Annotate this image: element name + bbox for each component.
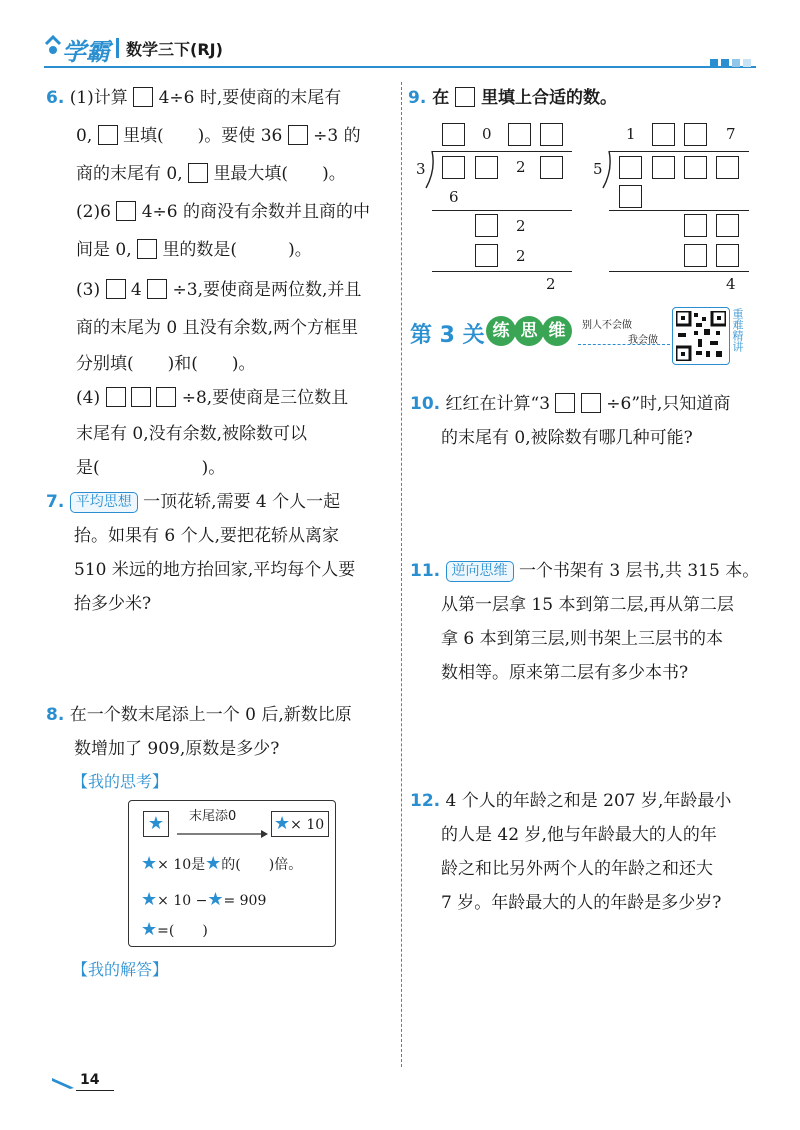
blank-box[interactable] [684, 123, 707, 146]
blank-box[interactable] [684, 214, 707, 237]
blank-box[interactable] [684, 244, 707, 267]
answer-label: 【我的解答】 [72, 960, 169, 979]
blank-box[interactable] [106, 279, 126, 299]
tag-average: 平均思想 [70, 492, 138, 513]
page-number: 14 [80, 1072, 100, 1088]
think-diagram: ★ 末尾添0 ★× 10 ★× 10是★的( )倍。 ★× 10 −★= 909 ★=( ) [128, 800, 336, 947]
header-divider [116, 38, 119, 58]
header [44, 30, 756, 70]
star-box [143, 811, 169, 837]
blank-box[interactable] [98, 125, 118, 145]
blank-box[interactable] [684, 156, 707, 179]
star-icon: ★ [274, 813, 291, 834]
blank-box[interactable] [156, 387, 176, 407]
blank-box[interactable] [716, 156, 739, 179]
blank-box[interactable] [442, 123, 465, 146]
blank-box[interactable] [288, 125, 308, 145]
blank-box[interactable] [716, 214, 739, 237]
pencil-icon [50, 1075, 76, 1094]
blank-box[interactable] [652, 156, 675, 179]
section-circle-2: 思 [514, 316, 544, 346]
star-icon: ★ [141, 919, 158, 940]
blank-box[interactable] [540, 123, 563, 146]
arrow-right-icon [177, 823, 269, 842]
blank-box[interactable] [716, 244, 739, 267]
blank-box[interactable] [133, 87, 153, 107]
division-bracket-icon [424, 150, 436, 194]
star-icon: ★ [205, 853, 222, 874]
blank-box[interactable] [475, 214, 498, 237]
star-icon: ★ [141, 889, 158, 910]
blank-box[interactable] [555, 393, 575, 413]
blank-box[interactable] [652, 123, 675, 146]
blank-box[interactable] [106, 387, 126, 407]
q6-number: 6. [46, 88, 65, 108]
star-times10-box: ★× 10 [271, 811, 329, 837]
blank-box[interactable] [442, 156, 465, 179]
blank-box[interactable] [619, 156, 642, 179]
blank-box[interactable] [540, 156, 563, 179]
logo-text: 学霸 [62, 38, 110, 66]
think-label: 【我的思考】 [72, 772, 169, 791]
star-icon: ★ [207, 889, 224, 910]
blank-box[interactable] [475, 156, 498, 179]
blank-box[interactable] [131, 387, 151, 407]
column-divider [401, 82, 402, 1067]
blank-box[interactable] [455, 87, 475, 107]
logo-icon [44, 34, 62, 56]
star-icon: ★ [147, 813, 165, 834]
blank-box[interactable] [475, 244, 498, 267]
blank-box[interactable] [147, 279, 167, 299]
book-title: 数学三下(RJ) [126, 40, 223, 59]
blank-box[interactable] [188, 163, 208, 183]
division-bracket-icon [601, 150, 613, 194]
section-circle-3: 维 [542, 316, 572, 346]
blank-box[interactable] [137, 239, 157, 259]
star-icon: ★ [141, 853, 158, 874]
header-rule [44, 66, 756, 68]
qr-code-icon[interactable] [672, 307, 730, 365]
section-label: 第 3 关 [410, 323, 485, 348]
blank-box[interactable] [508, 123, 531, 146]
tag-reverse: 逆向思维 [446, 561, 514, 582]
section-circle-1: 练 [486, 316, 516, 346]
footer-rule [76, 1090, 114, 1091]
blank-box[interactable] [116, 201, 136, 221]
blank-box[interactable] [581, 393, 601, 413]
header-decor [710, 52, 751, 71]
blank-box[interactable] [619, 185, 642, 208]
qr-label: 重难精讲 [731, 308, 744, 352]
